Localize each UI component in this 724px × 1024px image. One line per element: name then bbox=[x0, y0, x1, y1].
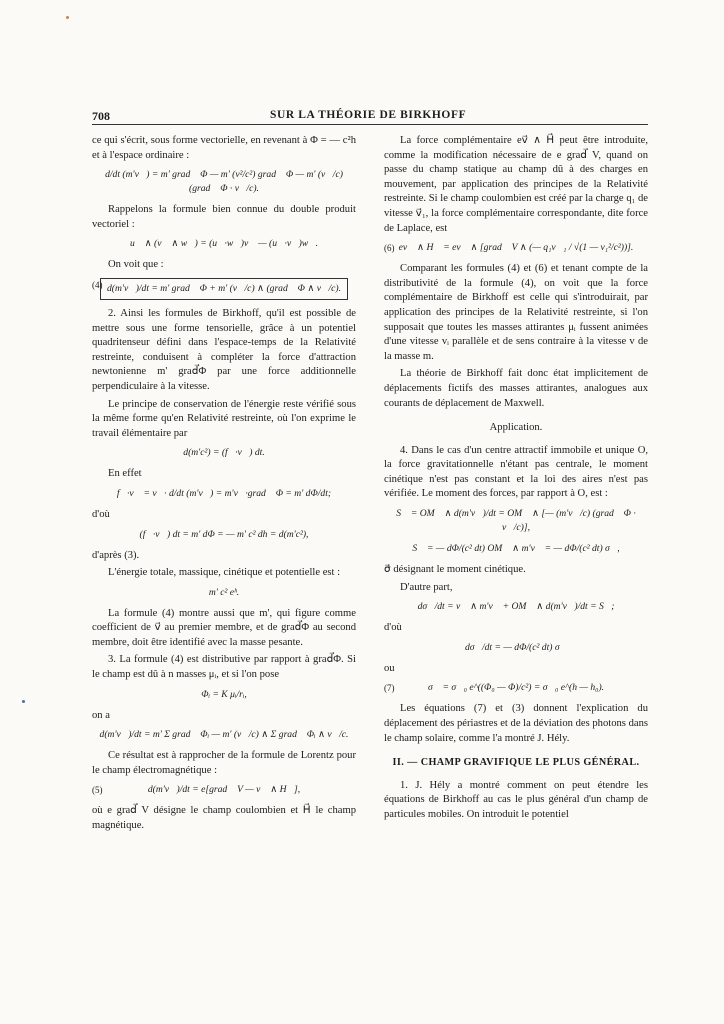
paragraph: D'autre part, bbox=[400, 581, 453, 593]
equation-7 bbox=[384, 681, 648, 695]
right-column bbox=[384, 134, 648, 826]
equation: d(m'c²) = (f⃗·v⃗) dt. bbox=[183, 447, 265, 459]
paragraph: 4. Dans le cas d'un centre attractif immobile et unique O, la force gravitationnelle n'étant pas centrale, le moment cinétique n'est pas constant et la loi des aires n'est pas vérifiée. Le moment des forces, par rapport à O, est : bbox=[384, 444, 648, 500]
paragraph: La force complémentaire ev⃗ ∧ H⃗ peut être introduite, comme la modification nécessaire de e grad⃗ V, quand on passe du champ statique au champ dû à des charges en mouvement, par application des principes de la Relativité restreinte. Si le champ coulombien est créé par la charge q₁ de vitesse v⃗₁, la force complémentaire correspondante, dite force de Laplace, est bbox=[384, 135, 648, 234]
equation: dσ⃗/dt = — dΦ/(c² dt) σ⃗ bbox=[464, 641, 568, 653]
section-heading: II. — CHAMP GRAVIFIQUE LE PLUS GÉNÉRAL. bbox=[392, 757, 640, 769]
paragraph: où e grad⃗ V désigne le champ coulombien et H⃗ le champ magnétique. bbox=[92, 805, 356, 832]
paragraph: La formule (4) montre aussi que m', qui figure comme coefficient de v⃗ au premier membre, et de grad⃗Φ au second membre, doit être identifié avec la masse pesante. bbox=[92, 607, 356, 648]
equation-body: ev⃗ ∧ H⃗ = ev⃗ ∧ [grad⃗ V ∧ (— q₁v⃗₁ / √(1 — v₁²/c²))]. bbox=[398, 242, 634, 254]
paragraph: On voit que : bbox=[108, 259, 164, 271]
page-number: 708 bbox=[92, 109, 110, 123]
equation-number: (4) bbox=[92, 279, 103, 290]
equation: Φᵢ = K μᵢ/rᵢ, bbox=[201, 688, 247, 700]
paragraph: ce qui s'écrit, sous forme vectorielle, en revenant à Φ = — c²h et à l'espace ordinaire : bbox=[92, 135, 356, 161]
equation: dσ⃗/dt = v⃗ ∧ m'v⃗ + OM⃗ ∧ d(m'v⃗)/dt = S⃗; bbox=[417, 601, 615, 613]
equation-number: (5) bbox=[92, 785, 103, 796]
equation: u⃗ ∧ (v⃗ ∧ w⃗) = (u⃗·w⃗)v⃗ — (u⃗·v⃗)w⃗. bbox=[129, 238, 319, 250]
paragraph: d'après (3). bbox=[92, 549, 140, 561]
subsection-heading: Application. bbox=[489, 422, 543, 434]
equation: S⃗ = — dΦ/(c² dt) OM⃗ ∧ m'v⃗ = — dΦ/(c² dt) σ⃗, bbox=[412, 543, 620, 555]
equation: S⃗ = OM⃗ ∧ d(m'v⃗)/dt = OM⃗ ∧ [— (m'v⃗/c) (grad⃗ Φ · v⃗/c)], bbox=[396, 508, 636, 534]
equation: m' c² eʰ. bbox=[208, 586, 240, 598]
equation-body: d(m'v⃗)/dt = e[grad⃗ V — v⃗ ∧ H⃗], bbox=[147, 784, 301, 796]
left-column bbox=[92, 134, 356, 837]
equation-box: d(m'v⃗)/dt = m' grad⃗ Φ + m' (v⃗/c) ∧ (grad⃗ Φ ∧ v⃗/c). bbox=[100, 278, 348, 300]
paragraph: ou bbox=[384, 662, 395, 674]
paragraph: Rappelons la formule bien connue du double produit vectoriel : bbox=[92, 204, 356, 230]
paragraph: La théorie de Birkhoff fait donc état implicitement de déplacements fictifs des masses attirantes, analogues aux courants de déplacement de Maxwell. bbox=[384, 368, 648, 409]
paragraph: 2. Ainsi les formules de Birkhoff, qu'il est possible de mettre sous une forme tensorielle, grâce à un potentiel quadritenseur défini dans l'espace-temps de la Relativité restreinte, conduisent à compléter la force d'attraction newtonienne m' grad⃗Φ par une force additionnelle perpendiculaire à la vitesse. bbox=[92, 307, 356, 392]
paragraph: Les équations (7) et (3) donnent l'explication du déplacement des périastres et de la déviation des photons dans le champ solaire, comme l'a montré J. Hély. bbox=[384, 703, 648, 744]
equation-body: σ⃗ = σ⃗₀ e^((Φ₀ — Φ)/c²) = σ⃗₀ e^(h — h₀). bbox=[427, 682, 605, 694]
paragraph: σ⃗ désignant le moment cinétique. bbox=[384, 564, 526, 576]
paragraph: 3. La formule (4) est distributive par rapport à grad⃗Φ. Si le champ est dû à n masses μᵢ, et si l'on pose bbox=[92, 654, 356, 681]
paragraph: Le principe de conservation de l'énergie reste vérifié sous la même forme qu'en Relativité restreinte, où l'on exprime le travail élémentaire par bbox=[92, 398, 356, 439]
ink-spot bbox=[66, 16, 69, 19]
equation-4-boxed bbox=[92, 278, 356, 300]
equation-number: (6) bbox=[384, 243, 395, 254]
paragraph: Comparant les formules (4) et (6) et tenant compte de la distributivité de la formule (4), on voit que la force complémentaire de Birkhoff est celle qui s'introduirait, par application des principes de la Relativité restreinte, si l'on supposait que toutes les masses attirantes μᵢ fussent animées d'une vitesse vᵢ parallèle et de sens contraire à la vitesse v de la masse m. bbox=[384, 263, 648, 362]
header-rule bbox=[92, 124, 648, 125]
equation: f⃗·v⃗ = v⃗· d/dt (m'v⃗) = m'v⃗·grad⃗ Φ = m' dΦ/dt; bbox=[116, 487, 332, 499]
paragraph: Ce résultat est à rapprocher de la formule de Lorentz pour le champ électromagnétique : bbox=[92, 750, 356, 776]
paragraph: d'où bbox=[92, 508, 110, 520]
equation-number: (7) bbox=[384, 683, 395, 694]
paragraph: 1. J. Hély a montré comment on peut étendre les équations de Birkhoff au cas le plus général d'un champ de particules mobiles. On introduit le potentiel bbox=[384, 779, 648, 820]
equation: (f⃗·v⃗) dt = m' dΦ = — m' c² dh = d(m'c²), bbox=[139, 528, 309, 540]
equation: d(m'v⃗)/dt = m' Σ grad⃗ Φᵢ — m' (v⃗/c) ∧ Σ grad⃗ Φᵢ ∧ v⃗/c. bbox=[99, 729, 349, 741]
equation: d/dt (m'v⃗) = m' grad⃗ Φ — m' (v²/c²) grad⃗ Φ — m' (v⃗/c) (grad⃗ Φ · v⃗/c). bbox=[105, 169, 343, 195]
paragraph: on a bbox=[92, 709, 110, 721]
running-title: SUR LA THÉORIE DE BIRKHOFF bbox=[270, 109, 467, 121]
equation-6 bbox=[384, 241, 648, 255]
ink-spot bbox=[22, 700, 25, 703]
paragraph: En effet bbox=[108, 468, 142, 480]
equation-5 bbox=[92, 783, 356, 797]
paragraph: L'énergie totale, massique, cinétique et potentielle est : bbox=[108, 567, 341, 579]
paragraph: d'où bbox=[384, 622, 402, 634]
